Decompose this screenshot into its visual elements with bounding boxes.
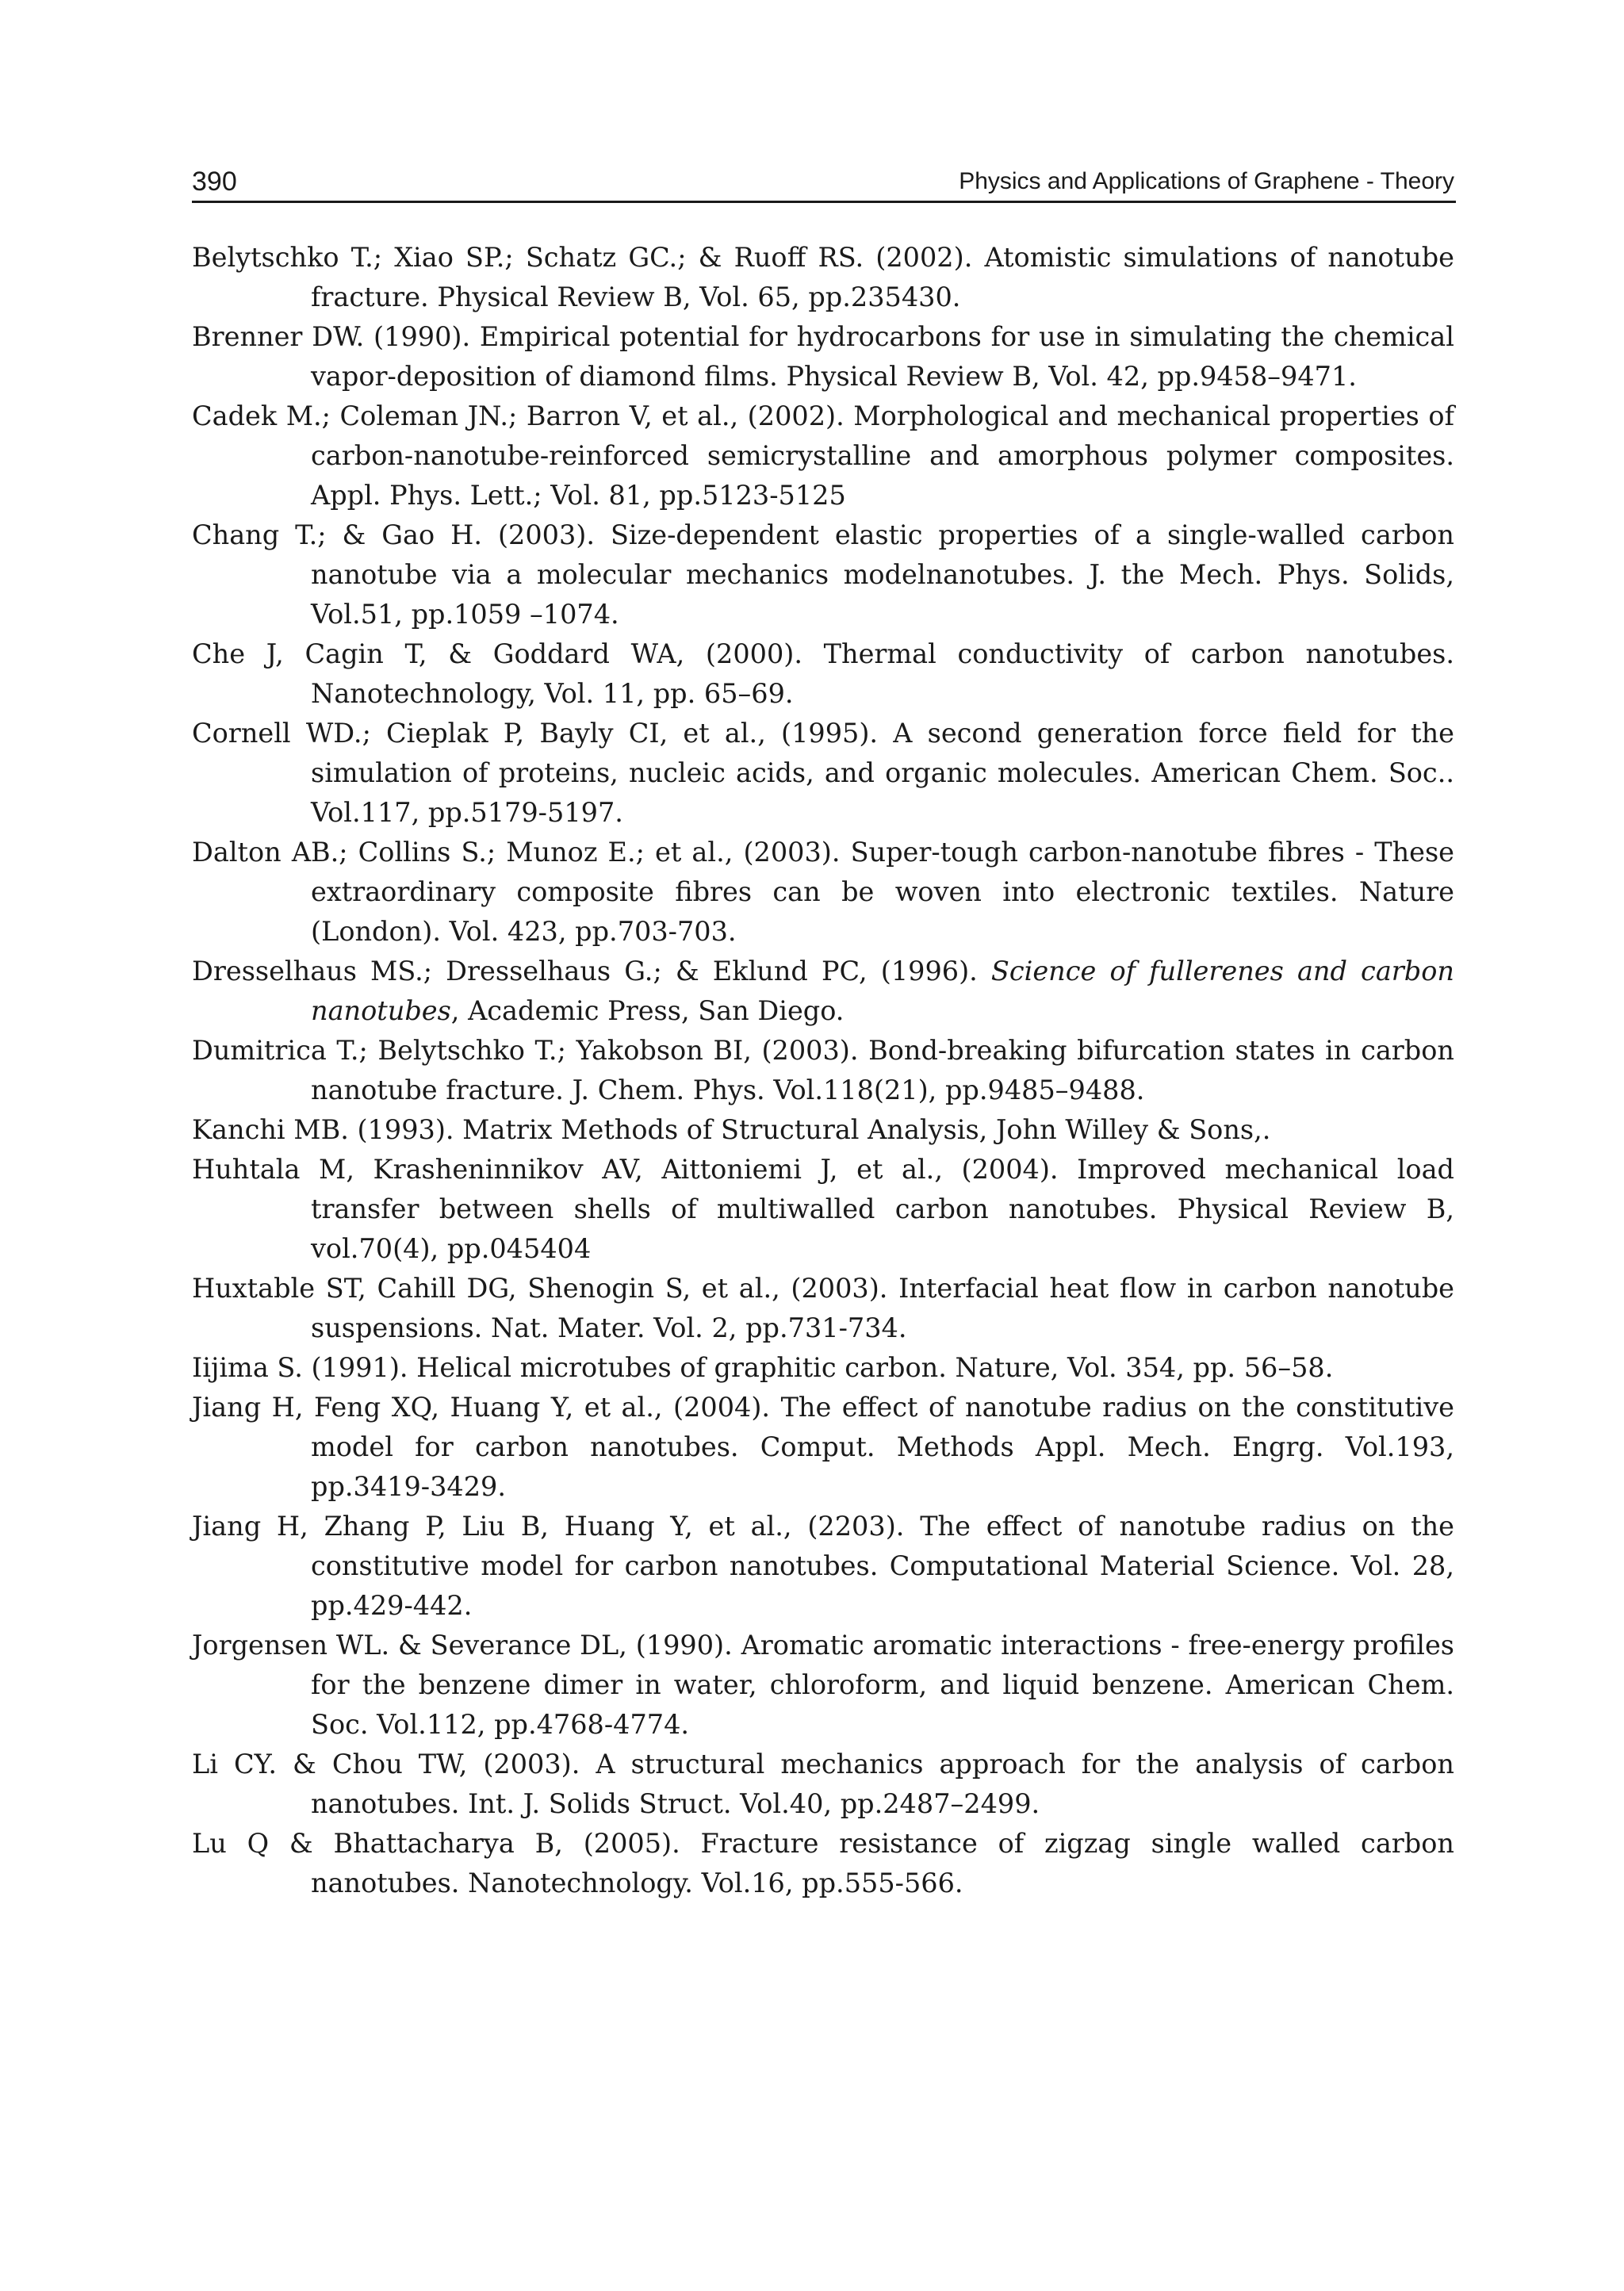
reference-entry: Li CY. & Chou TW, (2003). A structural mechanics approach for the analysis of carbon nanotubes. Int. J. Solids Struct. Vol.40, pp.2487–2499. <box>192 1749 1454 1819</box>
reference-authors: Dresselhaus MS.; Dresselhaus G.; & Eklund PC, (1996). <box>192 956 991 987</box>
reference-entry: Dalton AB.; Collins S.; Munoz E.; et al., (2003). Super-tough carbon-nanotube fibres - These extraordinary composite fibres can be woven into electronic textiles. Nature (London). Vol. 423, pp.703-703. <box>192 837 1454 947</box>
reference-entry: Jorgensen WL. & Severance DL, (1990). Aromatic aromatic interactions - free-energy profiles for the benzene dimer in water, chloroform, and liquid benzene. American Chem. Soc. Vol.112, pp.4768-4774. <box>192 1630 1454 1740</box>
reference-publisher: , Academic Press, San Diego. <box>450 995 845 1026</box>
page-header <box>192 163 1456 203</box>
reference-entry: Dumitrica T.; Belytschko T.; Yakobson BI, (2003). Bond-breaking bifurcation states in carbon nanotube fracture. J. Chem. Phys. Vol.118(21), pp.9485–9488. <box>192 1035 1454 1105</box>
reference-entry: Kanchi MB. (1993). Matrix Methods of Structural Analysis, John Willey & Sons,. <box>192 1114 1271 1145</box>
reference-entry: Jiang H, Feng XQ, Huang Y, et al., (2004). The effect of nanotube radius on the constitutive model for carbon nanotubes. Comput. Methods Appl. Mech. Engrg. Vol.193, pp.3419-3429. <box>192 1392 1454 1502</box>
running-title: Physics and Applications of Graphene - Theory <box>959 168 1454 194</box>
reference-entry: Belytschko T.; Xiao SP.; Schatz GC.; & Ruoff RS. (2002). Atomistic simulations of nanotube fracture. Physical Review B, Vol. 65, pp.235430. <box>192 242 1454 312</box>
reference-entry: Huhtala M, Krasheninnikov AV, Aittoniemi J, et al., (2004). Improved mechanical load transfer between shells of multiwalled carbon nanotubes. Physical Review B, vol.70(4), pp.045404 <box>192 1154 1454 1264</box>
reference-entry: Cornell WD.; Cieplak P, Bayly CI, et al., (1995). A second generation force field for the simulation of proteins, nucleic acids, and organic molecules. American Chem. Soc.. Vol.117, pp.5179-5197. <box>192 718 1454 828</box>
reference-entry: Brenner DW. (1990). Empirical potential for hydrocarbons for use in simulating the chemical vapor-deposition of diamond films. Physical Review B, Vol. 42, pp.9458–9471. <box>192 321 1454 392</box>
reference-book-title: Science of fullerenes and carbon nanotubes <box>311 956 1454 1026</box>
reference-entry: Huxtable ST, Cahill DG, Shenogin S, et al., (2003). Interfacial heat flow in carbon nanotube suspensions. Nat. Mater. Vol. 2, pp.731-734. <box>192 1273 1454 1343</box>
reference-entry: Iijima S. (1991). Helical microtubes of graphitic carbon. Nature, Vol. 354, pp. 56–58. <box>192 1352 1334 1383</box>
reference-entry: Jiang H, Zhang P, Liu B, Huang Y, et al., (2203). The effect of nanotube radius on the constitutive model for carbon nanotubes. Computational Material Science. Vol. 28, pp.429-442. <box>192 1511 1454 1621</box>
reference-entry: Chang T.; & Gao H. (2003). Size-dependent elastic properties of a single-walled carbon nanotube via a molecular mechanics modelnanotubes. J. the Mech. Phys. Solids, Vol.51, pp.1059 –1074. <box>192 519 1454 630</box>
reference-list <box>192 238 1454 1903</box>
reference-entry: Lu Q & Bhattacharya B, (2005). Fracture resistance of zigzag single walled carbon nanotubes. Nanotechnology. Vol.16, pp.555-566. <box>192 1828 1454 1898</box>
reference-entry: Cadek M.; Coleman JN.; Barron V, et al., (2002). Morphological and mechanical properties of carbon-nanotube-reinforced semicrystalline and amorphous polymer composites. Appl. Phys. Lett.; Vol. 81, pp.5123-5125 <box>192 400 1454 511</box>
page-number: 390 <box>192 167 237 197</box>
reference-entry: Che J, Cagin T, & Goddard WA, (2000). Thermal conductivity of carbon nanotubes. Nanotechnology, Vol. 11, pp. 65–69. <box>192 638 1454 709</box>
reference-entry <box>192 952 1454 1031</box>
